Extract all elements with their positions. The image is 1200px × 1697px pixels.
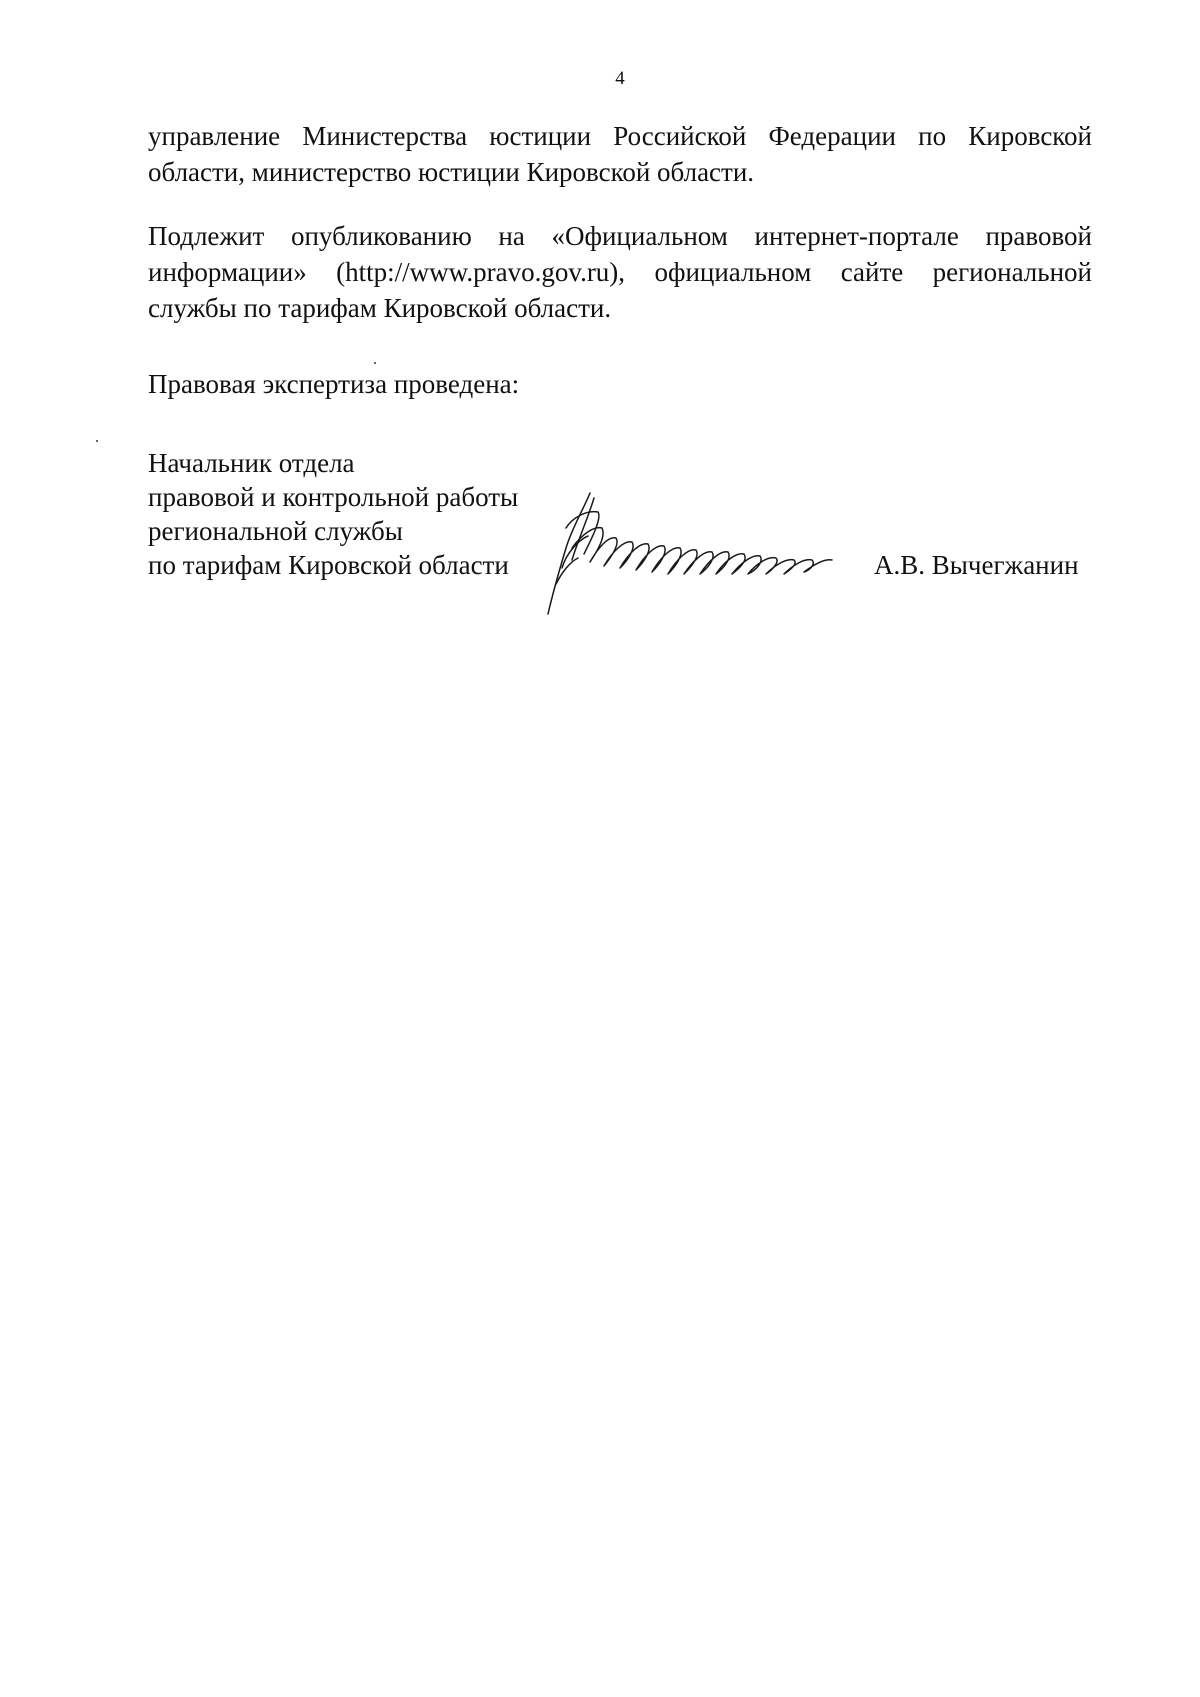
scan-speck (96, 440, 98, 442)
signer-position-line: по тарифам Кировской области (148, 550, 509, 580)
scan-speck (374, 362, 376, 364)
paragraph-recipients: управление Министерства юстиции Российской Федерации по Кировской области, министерство юстиции Кировской области. (148, 121, 1092, 187)
paragraph-publication: Подлежит опубликованию на «Официальном интернет-портале правовой информации» (http://www.pravo.gov.ru), официальном сайте региональной службы по тарифам Кировской области. (148, 221, 1092, 323)
legal-expertise-label: Правовая экспертиза проведена: (148, 369, 520, 399)
signer-position-line: Начальник отдела (148, 448, 355, 478)
signer-position (148, 446, 518, 582)
handwritten-signature-icon (532, 488, 862, 618)
signer-position-line: правовой и контрольной работы (148, 482, 519, 512)
signer-position-line: региональной службы (148, 516, 403, 546)
signer-name: А.В. Вычегжанин (874, 550, 1079, 580)
page-number: 4 (615, 68, 625, 89)
